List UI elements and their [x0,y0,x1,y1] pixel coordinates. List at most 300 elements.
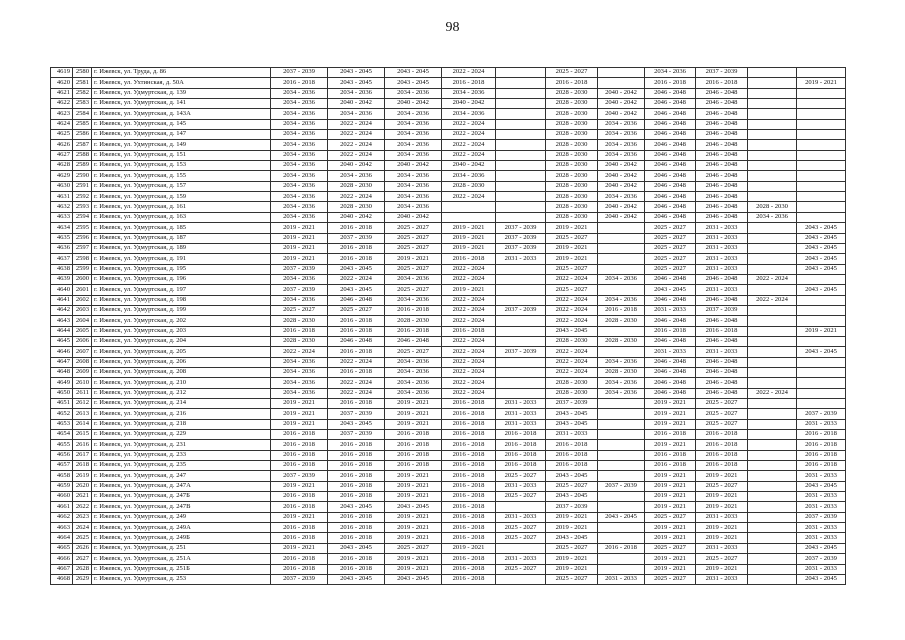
period-3-cell: 2025 - 2027 [385,264,442,274]
period-11-cell: 2031 - 2033 [797,471,846,481]
period-10-cell [748,357,797,367]
house-number-cell: 2611 [73,388,92,398]
period-9-cell: 2019 - 2021 [696,533,748,543]
period-1-cell: 2016 - 2018 [271,502,328,512]
period-10-cell: 2022 - 2024 [748,295,797,305]
period-1-cell: 2034 - 2036 [271,99,328,109]
row-number-cell: 4667 [51,564,73,574]
address-cell: г. Ижевск, ул. Удмуртская, д. 195 [92,264,271,274]
period-8-cell: 2046 - 2048 [645,295,696,305]
address-cell: г. Ижевск, ул. Удмуртская, д. 189 [92,243,271,253]
period-1-cell: 2025 - 2027 [271,305,328,315]
period-1-cell: 2016 - 2018 [271,492,328,502]
period-3-cell: 2034 - 2036 [385,88,442,98]
period-9-cell: 2046 - 2048 [696,274,748,284]
period-9-cell: 2025 - 2027 [696,399,748,409]
period-8-cell: 2025 - 2027 [645,223,696,233]
period-8-cell: 2046 - 2048 [645,99,696,109]
period-3-cell: 2019 - 2021 [385,554,442,564]
house-number-cell: 2596 [73,233,92,243]
period-10-cell [748,523,797,533]
period-9-cell: 2046 - 2048 [696,367,748,377]
row-number-cell: 4645 [51,336,73,346]
period-6-cell: 2028 - 2030 [546,99,598,109]
period-2-cell: 2016 - 2018 [328,512,385,522]
period-10-cell: 2022 - 2024 [748,388,797,398]
period-6-cell: 2031 - 2033 [546,430,598,440]
address-cell: г. Ижевск, ул. Удмуртская, д. 249А [92,523,271,533]
address-cell: г. Ижевск, ул. Удмуртская, д. 216 [92,409,271,419]
period-2-cell: 2043 - 2045 [328,285,385,295]
period-8-cell: 2043 - 2045 [645,285,696,295]
period-8-cell: 2046 - 2048 [645,161,696,171]
period-7-cell: 2034 - 2036 [598,388,645,398]
period-4-cell: 2016 - 2018 [442,564,496,574]
period-8-cell: 2025 - 2027 [645,512,696,522]
period-3-cell: 2040 - 2042 [385,212,442,222]
period-4-cell: 2016 - 2018 [442,461,496,471]
period-4-cell: 2022 - 2024 [442,367,496,377]
period-5-cell: 2031 - 2033 [496,399,546,409]
period-3-cell: 2019 - 2021 [385,481,442,491]
period-7-cell: 2034 - 2036 [598,150,645,160]
period-7-cell: 2037 - 2039 [598,481,645,491]
period-4-cell: 2016 - 2018 [442,554,496,564]
period-6-cell: 2028 - 2030 [546,378,598,388]
period-11-cell [797,130,846,140]
period-7-cell: 2043 - 2045 [598,512,645,522]
address-cell: г. Ижевск, ул. Удмуртская, д. 202 [92,316,271,326]
period-7-cell: 2031 - 2033 [598,574,645,584]
period-3-cell: 2019 - 2021 [385,399,442,409]
table-row [51,264,846,274]
period-8-cell: 2046 - 2048 [645,171,696,181]
period-11-cell: 2043 - 2045 [797,223,846,233]
house-number-cell: 2615 [73,430,92,440]
period-4-cell: 2022 - 2024 [442,264,496,274]
table-row [51,388,846,398]
period-11-cell [797,399,846,409]
period-5-cell [496,264,546,274]
period-10-cell [748,367,797,377]
period-1-cell: 2034 - 2036 [271,119,328,129]
row-number-cell: 4622 [51,99,73,109]
period-8-cell: 2046 - 2048 [645,274,696,284]
period-7-cell [598,564,645,574]
period-4-cell: 2019 - 2021 [442,285,496,295]
period-5-cell [496,140,546,150]
period-4-cell: 2022 - 2024 [442,295,496,305]
period-5-cell [496,171,546,181]
period-9-cell: 2031 - 2033 [696,543,748,553]
period-9-cell: 2031 - 2033 [696,223,748,233]
period-8-cell: 2025 - 2027 [645,543,696,553]
period-1-cell: 2034 - 2036 [271,357,328,367]
house-number-cell: 2618 [73,461,92,471]
period-2-cell: 2043 - 2045 [328,78,385,88]
house-number-cell: 2625 [73,533,92,543]
period-10-cell [748,316,797,326]
table-row [51,481,846,491]
period-6-cell: 2043 - 2045 [546,419,598,429]
period-11-cell [797,192,846,202]
period-5-cell: 2037 - 2039 [496,233,546,243]
table-row [51,78,846,88]
period-5-cell [496,68,546,78]
period-10-cell [748,461,797,471]
address-cell: г. Ижевск, ул. Удмуртская, д. 247В [92,502,271,512]
period-4-cell: 2019 - 2021 [442,223,496,233]
address-cell: г. Ижевск, ул. Удмуртская, д. 251А [92,554,271,564]
period-6-cell: 2022 - 2024 [546,367,598,377]
period-9-cell: 2025 - 2027 [696,409,748,419]
period-11-cell: 2043 - 2045 [797,285,846,295]
table-row [51,564,846,574]
period-8-cell: 2019 - 2021 [645,492,696,502]
period-10-cell [748,150,797,160]
address-cell: г. Ижевск, ул. Удмуртская, д. 159 [92,192,271,202]
table-row [51,254,846,264]
house-number-cell: 2593 [73,202,92,212]
period-10-cell [748,161,797,171]
period-7-cell: 2028 - 2030 [598,316,645,326]
row-number-cell: 4619 [51,68,73,78]
period-10-cell [748,378,797,388]
table-row [51,574,846,584]
table-row [51,130,846,140]
period-3-cell: 2019 - 2021 [385,471,442,481]
period-5-cell [496,316,546,326]
period-2-cell: 2046 - 2048 [328,336,385,346]
house-number-cell: 2608 [73,357,92,367]
period-2-cell: 2037 - 2039 [328,409,385,419]
table-row [51,512,846,522]
period-2-cell: 2016 - 2018 [328,316,385,326]
period-9-cell: 2016 - 2018 [696,326,748,336]
period-1-cell: 2019 - 2021 [271,512,328,522]
period-8-cell: 2025 - 2027 [645,254,696,264]
house-number-cell: 2594 [73,212,92,222]
period-6-cell: 2043 - 2045 [546,326,598,336]
schedule-table [50,67,846,585]
period-4-cell: 2016 - 2018 [442,430,496,440]
row-number-cell: 4628 [51,161,73,171]
period-7-cell [598,254,645,264]
period-9-cell: 2046 - 2048 [696,119,748,129]
period-1-cell: 2034 - 2036 [271,295,328,305]
row-number-cell: 4634 [51,223,73,233]
table-row [51,202,846,212]
period-5-cell: 2031 - 2033 [496,409,546,419]
period-11-cell: 2031 - 2033 [797,502,846,512]
period-3-cell: 2034 - 2036 [385,150,442,160]
address-cell: г. Ижевск, ул. Удмуртская, д. 235 [92,461,271,471]
period-2-cell: 2016 - 2018 [328,481,385,491]
period-2-cell: 2016 - 2018 [328,523,385,533]
table-row [51,181,846,191]
period-11-cell: 2016 - 2018 [797,430,846,440]
period-4-cell: 2022 - 2024 [442,192,496,202]
period-2-cell: 2016 - 2018 [328,461,385,471]
period-3-cell: 2034 - 2036 [385,367,442,377]
period-5-cell: 2025 - 2027 [496,564,546,574]
row-number-cell: 4643 [51,316,73,326]
row-number-cell: 4626 [51,140,73,150]
period-4-cell: 2022 - 2024 [442,130,496,140]
period-11-cell [797,295,846,305]
period-9-cell: 2046 - 2048 [696,109,748,119]
period-2-cell: 2022 - 2024 [328,130,385,140]
period-10-cell [748,78,797,88]
period-9-cell: 2019 - 2021 [696,471,748,481]
house-number-cell: 2586 [73,130,92,140]
address-cell: г. Ижевск, ул. Удмуртская, д. 233 [92,450,271,460]
period-6-cell: 2025 - 2027 [546,68,598,78]
period-11-cell [797,140,846,150]
period-8-cell: 2019 - 2021 [645,399,696,409]
house-number-cell: 2589 [73,161,92,171]
period-1-cell: 2016 - 2018 [271,78,328,88]
period-2-cell: 2016 - 2018 [328,492,385,502]
period-9-cell: 2046 - 2048 [696,161,748,171]
period-2-cell: 2016 - 2018 [328,533,385,543]
period-6-cell: 2028 - 2030 [546,119,598,129]
address-cell: г. Ижевск, ул. Удмуртская, д. 198 [92,295,271,305]
period-1-cell: 2028 - 2030 [271,336,328,346]
period-2-cell: 2028 - 2030 [328,181,385,191]
row-number-cell: 4637 [51,254,73,264]
period-11-cell: 2037 - 2039 [797,409,846,419]
period-4-cell: 2019 - 2021 [442,243,496,253]
row-number-cell: 4636 [51,243,73,253]
address-cell: г. Ижевск, ул. Удмуртская, д. 204 [92,336,271,346]
address-cell: г. Ижевск, ул. Удмуртская, д. 187 [92,233,271,243]
address-cell: г. Ижевск, ул. Удмуртская, д. 163 [92,212,271,222]
row-number-cell: 4644 [51,326,73,336]
period-7-cell: 2040 - 2042 [598,109,645,119]
house-number-cell: 2581 [73,78,92,88]
period-9-cell: 2019 - 2021 [696,492,748,502]
period-10-cell [748,512,797,522]
period-1-cell: 2022 - 2024 [271,347,328,357]
period-2-cell: 2022 - 2024 [328,274,385,284]
period-6-cell: 2022 - 2024 [546,295,598,305]
house-number-cell: 2597 [73,243,92,253]
period-2-cell: 2016 - 2018 [328,564,385,574]
period-5-cell: 2031 - 2033 [496,481,546,491]
period-7-cell: 2040 - 2042 [598,181,645,191]
address-cell: г. Ижевск, ул. Удмуртская, д. 199 [92,305,271,315]
period-1-cell: 2037 - 2039 [271,471,328,481]
period-11-cell [797,171,846,181]
period-7-cell [598,533,645,543]
period-7-cell: 2034 - 2036 [598,295,645,305]
period-5-cell [496,326,546,336]
period-7-cell: 2028 - 2030 [598,336,645,346]
period-4-cell: 2016 - 2018 [442,471,496,481]
period-11-cell [797,88,846,98]
period-3-cell: 2028 - 2030 [385,316,442,326]
period-2-cell: 2016 - 2018 [328,450,385,460]
house-number-cell: 2621 [73,492,92,502]
period-6-cell: 2025 - 2027 [546,264,598,274]
period-6-cell: 2022 - 2024 [546,357,598,367]
period-7-cell: 2034 - 2036 [598,130,645,140]
period-11-cell [797,181,846,191]
address-cell: г. Ижевск, ул. Удмуртская, д. 208 [92,367,271,377]
table-row [51,378,846,388]
period-11-cell [797,316,846,326]
period-7-cell: 2040 - 2042 [598,202,645,212]
period-10-cell [748,347,797,357]
period-10-cell [748,543,797,553]
period-8-cell: 2016 - 2018 [645,450,696,460]
period-2-cell: 2028 - 2030 [328,202,385,212]
house-number-cell: 2627 [73,554,92,564]
table-row [51,461,846,471]
period-1-cell: 2019 - 2021 [271,409,328,419]
table-row [51,212,846,222]
period-1-cell: 2034 - 2036 [271,202,328,212]
period-11-cell [797,119,846,129]
period-6-cell: 2016 - 2018 [546,461,598,471]
period-8-cell: 2046 - 2048 [645,140,696,150]
house-number-cell: 2624 [73,523,92,533]
period-8-cell: 2016 - 2018 [645,78,696,88]
period-5-cell: 2031 - 2033 [496,254,546,264]
row-number-cell: 4650 [51,388,73,398]
address-cell: г. Ижевск, ул. Удмуртская, д. 185 [92,223,271,233]
period-3-cell: 2034 - 2036 [385,119,442,129]
period-3-cell: 2019 - 2021 [385,419,442,429]
period-3-cell: 2034 - 2036 [385,378,442,388]
period-7-cell: 2034 - 2036 [598,274,645,284]
address-cell: г. Ижевск, ул. Удмуртская, д. 247 [92,471,271,481]
period-4-cell: 2022 - 2024 [442,357,496,367]
period-3-cell: 2034 - 2036 [385,295,442,305]
period-1-cell: 2019 - 2021 [271,419,328,429]
period-7-cell [598,502,645,512]
period-3-cell: 2034 - 2036 [385,130,442,140]
period-5-cell [496,99,546,109]
period-5-cell [496,388,546,398]
period-2-cell: 2022 - 2024 [328,140,385,150]
period-6-cell: 2028 - 2030 [546,88,598,98]
row-number-cell: 4623 [51,109,73,119]
period-8-cell: 2046 - 2048 [645,181,696,191]
period-2-cell: 2040 - 2042 [328,212,385,222]
period-8-cell: 2019 - 2021 [645,471,696,481]
period-7-cell [598,264,645,274]
period-5-cell [496,119,546,129]
period-1-cell: 2037 - 2039 [271,285,328,295]
period-2-cell: 2034 - 2036 [328,171,385,181]
house-number-cell: 2622 [73,502,92,512]
address-cell: г. Ижевск, ул. Удмуртская, д. 214 [92,399,271,409]
table-row [51,68,846,78]
period-2-cell: 2016 - 2018 [328,347,385,357]
period-5-cell [496,78,546,88]
house-number-cell: 2599 [73,264,92,274]
period-2-cell: 2040 - 2042 [328,161,385,171]
table-row [51,223,846,233]
period-8-cell: 2046 - 2048 [645,88,696,98]
period-8-cell: 2046 - 2048 [645,378,696,388]
period-5-cell: 2016 - 2018 [496,461,546,471]
period-9-cell: 2046 - 2048 [696,150,748,160]
period-8-cell: 2019 - 2021 [645,440,696,450]
period-2-cell: 2016 - 2018 [328,223,385,233]
period-5-cell [496,109,546,119]
table-row [51,316,846,326]
period-1-cell: 2034 - 2036 [271,367,328,377]
period-4-cell: 2016 - 2018 [442,512,496,522]
table-row [51,367,846,377]
period-8-cell: 2046 - 2048 [645,212,696,222]
period-7-cell: 2040 - 2042 [598,99,645,109]
row-number-cell: 4648 [51,367,73,377]
period-4-cell: 2016 - 2018 [442,399,496,409]
period-4-cell: 2040 - 2042 [442,161,496,171]
period-10-cell [748,440,797,450]
period-9-cell: 2016 - 2018 [696,440,748,450]
period-5-cell: 2031 - 2033 [496,554,546,564]
period-2-cell: 2016 - 2018 [328,399,385,409]
period-7-cell: 2034 - 2036 [598,140,645,150]
period-11-cell [797,367,846,377]
house-number-cell: 2602 [73,295,92,305]
period-3-cell: 2034 - 2036 [385,171,442,181]
period-7-cell [598,450,645,460]
period-9-cell: 2046 - 2048 [696,388,748,398]
period-8-cell: 2046 - 2048 [645,367,696,377]
house-number-cell: 2605 [73,326,92,336]
row-number-cell: 4639 [51,274,73,284]
period-11-cell: 2016 - 2018 [797,450,846,460]
period-4-cell: 2022 - 2024 [442,150,496,160]
period-10-cell [748,430,797,440]
period-6-cell: 2022 - 2024 [546,347,598,357]
period-4-cell: 2034 - 2036 [442,171,496,181]
period-3-cell: 2016 - 2018 [385,450,442,460]
table-row [51,171,846,181]
period-2-cell: 2016 - 2018 [328,243,385,253]
period-6-cell: 2028 - 2030 [546,212,598,222]
house-number-cell: 2620 [73,481,92,491]
period-5-cell [496,150,546,160]
period-10-cell [748,481,797,491]
period-2-cell: 2025 - 2027 [328,305,385,315]
period-9-cell: 2016 - 2018 [696,430,748,440]
period-2-cell: 2037 - 2039 [328,233,385,243]
period-11-cell: 2031 - 2033 [797,492,846,502]
period-6-cell: 2025 - 2027 [546,233,598,243]
address-cell: г. Ижевск, ул. Удмуртская, д. 151 [92,150,271,160]
period-5-cell: 2037 - 2039 [496,223,546,233]
period-4-cell: 2022 - 2024 [442,140,496,150]
period-6-cell: 2016 - 2018 [546,78,598,88]
house-number-cell: 2614 [73,419,92,429]
table-row [51,450,846,460]
period-5-cell: 2016 - 2018 [496,430,546,440]
period-3-cell: 2019 - 2021 [385,533,442,543]
period-11-cell: 2031 - 2033 [797,419,846,429]
row-number-cell: 4666 [51,554,73,564]
period-6-cell: 2043 - 2045 [546,409,598,419]
period-5-cell: 2025 - 2027 [496,523,546,533]
house-number-cell: 2629 [73,574,92,584]
period-3-cell: 2040 - 2042 [385,161,442,171]
